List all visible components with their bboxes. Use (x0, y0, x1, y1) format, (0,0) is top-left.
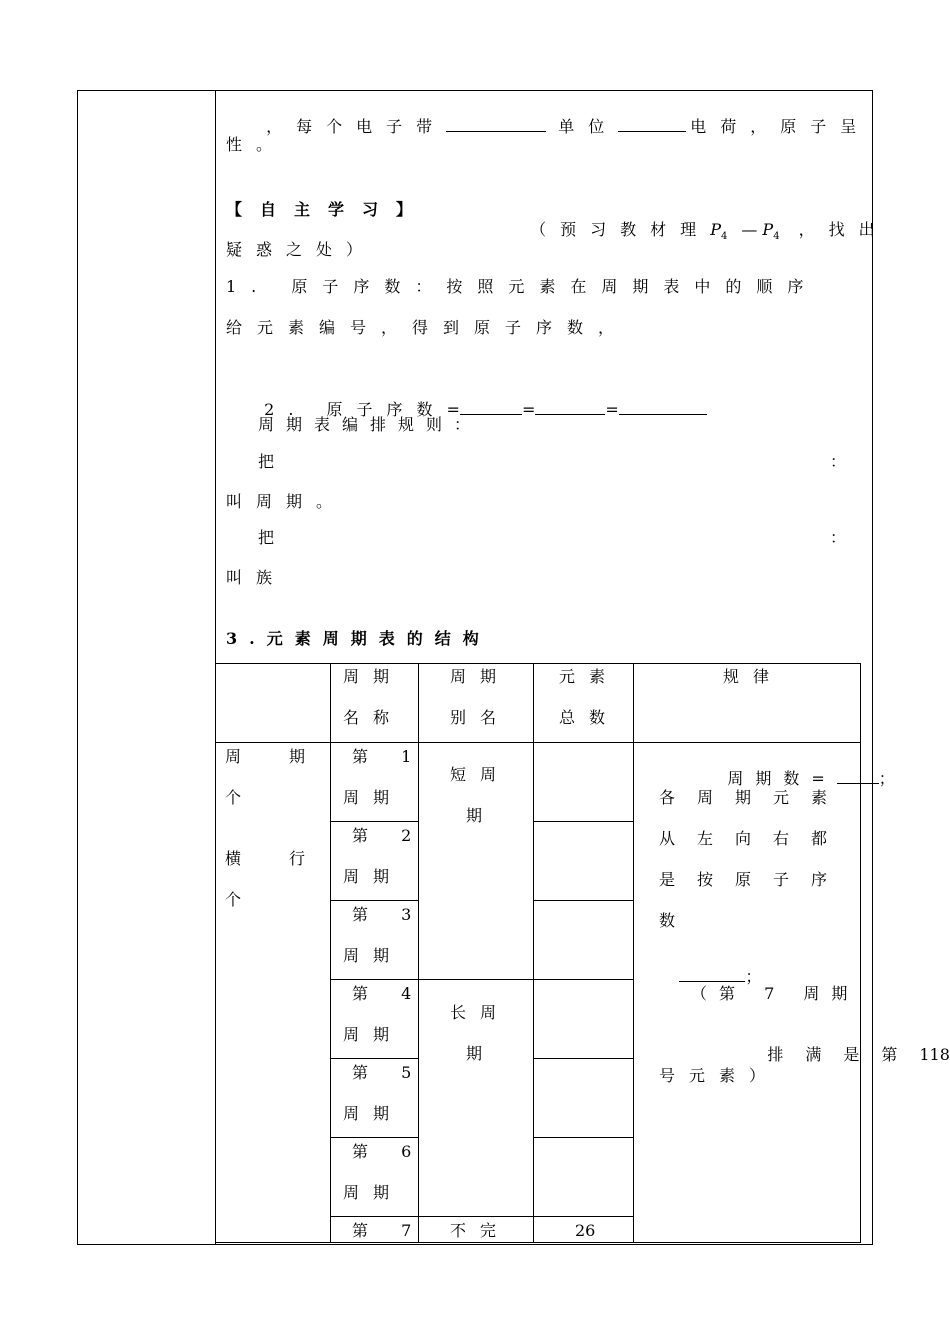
rule-l1-text: 周期数= (727, 769, 837, 788)
table-border-left (215, 663, 216, 1243)
row-line-name-5 (330, 1137, 418, 1138)
table-border-bottom (215, 1242, 861, 1243)
alias-long-1: 长周 (450, 1003, 511, 1022)
period-row-4-a: 第 4 (352, 984, 426, 1003)
row-line-name-4 (330, 1058, 418, 1059)
eq-1: = (446, 400, 460, 419)
left-col-l1-b: 期 (289, 747, 320, 766)
rule-line-4: 是按原子序 (659, 870, 850, 889)
alias-long-2: 期 (466, 1044, 497, 1063)
header-rule: 规律 (723, 667, 784, 686)
total-row-7: 26 (575, 1221, 596, 1240)
col-line-4 (633, 663, 634, 1243)
header-alias-1: 周期 (450, 667, 511, 686)
period-row-5-b: 周期 (343, 1104, 404, 1123)
item1-line-1: 1. 原子序数：按照元素在周期表中的顺序 (226, 277, 819, 296)
header-total-2: 总数 (559, 708, 620, 727)
periodic-structure-table (215, 663, 950, 1243)
rule-l1-end: ； (878, 769, 895, 788)
rule-l6-end: ； (745, 967, 762, 986)
item1-line-2: 给元素编号，得到原子序数， (226, 318, 630, 337)
rule1-end: 叫周期。 (226, 492, 347, 511)
rule2-colon: ： (830, 528, 847, 547)
item2-equation (226, 378, 707, 420)
eq-3: = (605, 400, 619, 419)
row-line-total-1 (533, 821, 633, 822)
rule2-start: 把 (258, 528, 289, 547)
intro-line-1 (228, 95, 870, 137)
item2-prefix: 2. 原子序数 (264, 400, 447, 419)
row-line-total-2 (533, 900, 633, 901)
period-row-3-a: 第 3 (352, 905, 426, 924)
row-line-name-1 (330, 821, 418, 822)
period-row-6-a: 第 6 (352, 1142, 426, 1161)
rule-line-2: 各周期元素 (659, 788, 850, 807)
blank-eq-1 (460, 398, 522, 415)
intro-line-2: 性。 (226, 135, 287, 154)
left-col-l2: 个 (225, 788, 256, 807)
note-text-a: （预习教材理 (530, 220, 711, 239)
row-line-short-long (330, 979, 633, 980)
rule1-colon: ： (830, 452, 847, 471)
rule-line-5: 数 (659, 911, 690, 930)
rule-l8-a: 排满是第 (767, 1045, 920, 1064)
header-total-1: 元素 (559, 667, 620, 686)
row-line-total-5 (533, 1137, 633, 1138)
period-row-5-a: 第 5 (352, 1063, 426, 1082)
blank-eq-3 (619, 398, 707, 415)
rule-l8-b: 118 (919, 1045, 950, 1064)
rule-blank-1 (837, 767, 879, 784)
self-study-note-line-2: 疑惑之处） (226, 240, 377, 259)
rule2-end: 叫族 (226, 568, 287, 587)
period-row-1-a: 第 1 (352, 747, 426, 766)
left-col-l3-b: 行 (289, 849, 320, 868)
col-line-3 (533, 663, 534, 1243)
intro-text-a: ，每个电子带 (266, 117, 447, 136)
row-line-total-4 (533, 1058, 633, 1059)
rule-blank-2 (679, 965, 745, 982)
row-line-7 (330, 1216, 633, 1217)
header-period-name-1: 周期 (343, 667, 404, 686)
rule-line-7: （第 7 周期 (691, 984, 860, 1003)
alias-incomplete: 不完 (450, 1221, 511, 1240)
note-p2: P (762, 220, 774, 239)
self-study-note (492, 200, 889, 247)
period-row-2-a: 第 2 (352, 826, 426, 845)
period-row-7-a: 第 7 (352, 1221, 426, 1240)
period-row-6-b: 周期 (343, 1183, 404, 1202)
period-row-1-b: 周期 (343, 788, 404, 807)
eq-2: = (521, 400, 536, 419)
intro-text-c: 电荷，原子呈 (690, 117, 871, 136)
blank-eq-2 (535, 398, 605, 415)
period-row-2-b: 周期 (343, 867, 404, 886)
left-col-l3-a: 横 (225, 849, 256, 868)
rule1-start: 把 (258, 452, 289, 471)
note-text-b: ，找出 (798, 220, 889, 239)
note-sub1: 4 (720, 231, 742, 243)
table-border-top (215, 663, 861, 664)
left-col-l4: 个 (225, 890, 256, 909)
note-p1: P (710, 220, 721, 239)
row-line-name-2 (330, 900, 418, 901)
rule-line-9: 号元素） (659, 1066, 780, 1085)
note-dash: — (741, 220, 758, 239)
left-col-l1-a: 周 (225, 747, 256, 766)
intro-text-b: 单位 (558, 117, 619, 136)
note-sub2: 4 (773, 231, 794, 243)
alias-short-2: 期 (466, 806, 497, 825)
period-row-3-b: 周期 (343, 946, 404, 965)
header-alias-2: 别名 (450, 708, 511, 727)
blank-charge (618, 115, 686, 132)
self-study-heading: 【自主学习】 (226, 200, 431, 219)
header-period-name-2: 名称 (343, 708, 404, 727)
blank-unit (446, 115, 546, 132)
header-bottom-line (215, 742, 861, 743)
rules-title: 周期表编排规则： (258, 415, 483, 434)
rule-line-3: 从左向右都 (659, 829, 850, 848)
structure-heading: 3.元素周期表的结构 (226, 629, 491, 648)
col-line-1 (330, 663, 331, 1243)
period-row-4-b: 周期 (343, 1025, 404, 1044)
alias-short-1: 短周 (450, 765, 511, 784)
